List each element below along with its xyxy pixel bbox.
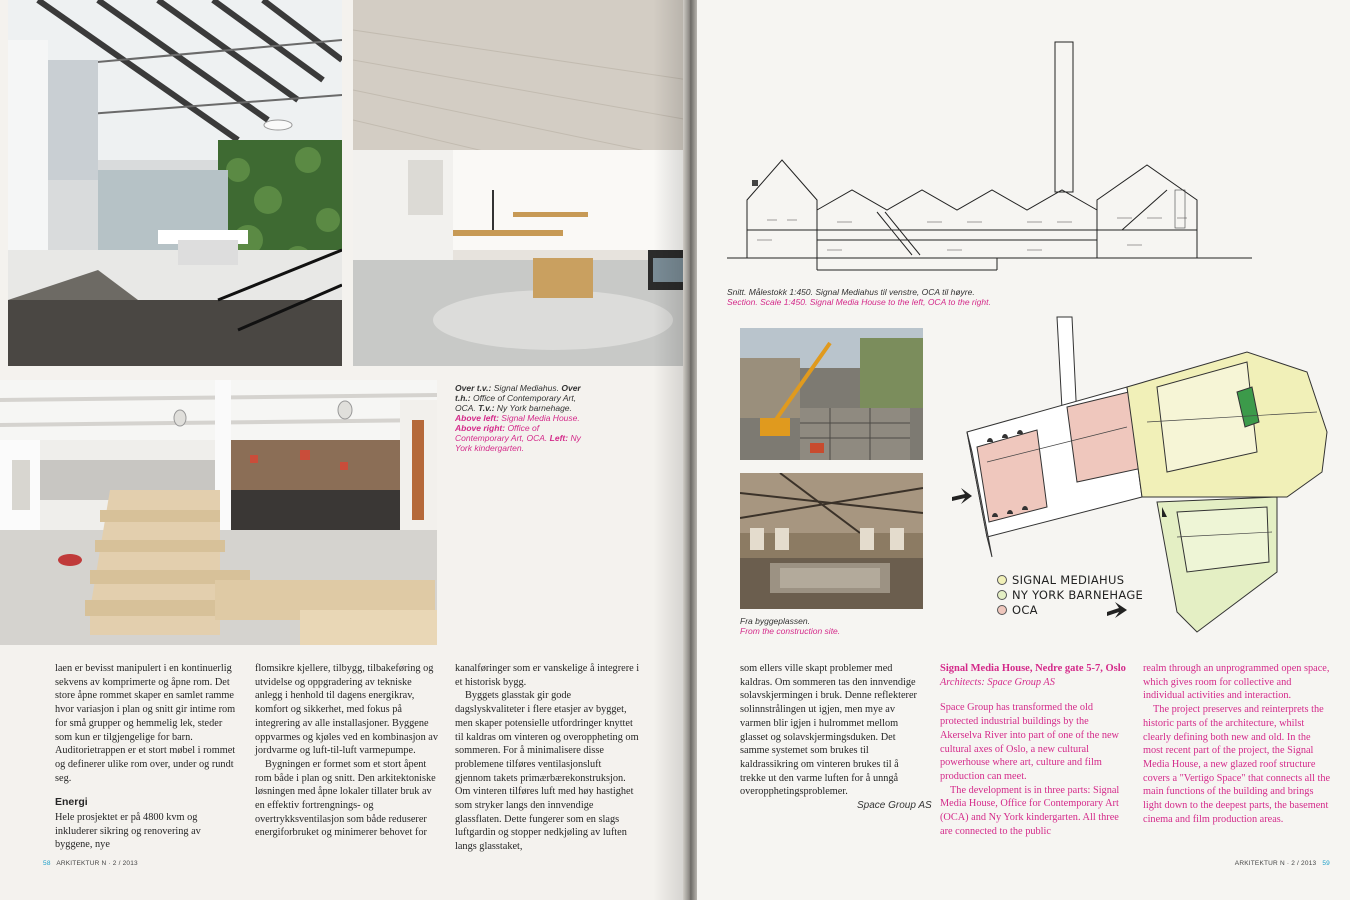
caption-text: Section. Scale 1:450. Signal Media House to the left, OCA to the right. xyxy=(727,297,991,307)
right-page xyxy=(697,0,1350,900)
caption-text: Fra byggeplassen. xyxy=(740,616,810,626)
paragraph: laen er bevisst manipulert i en kontinuerlig sekvens av komprimerte og åpne rom. Det store åpne rommet skaper en samlet ramme hvor variasjon i plan og snitt gir intime rom for små grupper og hemmelig lek, steder som kun er tilgjengelige for barn. Auditorietrappen er et stort møbel i rommet og definerer ulike rom over, under og rundt seg. xyxy=(55,663,236,784)
caption-label: Left: xyxy=(549,433,569,443)
body-column-3-english xyxy=(1143,662,1331,826)
paragraph: Byggets glasstak gir gode dagslyskvaliteter i flere etasjer av bygget, men skaper potensielle utfordringer knyttet til kaldras om vinteren og overoppheting om sommeren. For å minimalisere disse problemene tilføres ventilasjonsluft gjennom takets primærbærekonstruksjon. Om vinteren tilføres luft med høy hastighet som stryker langs den innvendige glassflaten. Dette fungerer som en slags luftgardin og stopper nedkjøling av luften langs glasstaket, xyxy=(455,690,639,853)
paragraph: kanalføringer som er vanskelige å integrere i et historisk bygg. xyxy=(455,663,640,688)
caption-label: Over t.v.: xyxy=(455,383,492,393)
photo-construction-site-1 xyxy=(740,328,923,460)
legend-swatch xyxy=(997,575,1007,585)
architects-credit: Architects: Space Group AS xyxy=(940,676,1055,688)
caption-text: Signal Mediahus. xyxy=(493,383,559,393)
photo-signal-mediahus xyxy=(8,0,342,366)
section-heading: Energi xyxy=(55,796,88,809)
construction-caption xyxy=(740,616,940,636)
caption-text: Office of Contemporary Art, OCA. xyxy=(455,423,548,443)
legend-item xyxy=(997,587,1143,602)
section-caption xyxy=(727,287,1027,307)
legend-swatch xyxy=(997,605,1007,615)
body-column-2 xyxy=(255,662,440,840)
section-drawing xyxy=(727,40,1252,280)
magazine-issue: ARKITEKTUR N · 2 / 2013 xyxy=(1234,860,1317,867)
body-column-1 xyxy=(740,662,925,799)
legend-swatch xyxy=(997,590,1007,600)
page-number: 58 xyxy=(43,860,51,867)
paragraph: Hele prosjektet er på 4800 kvm og inkluderer sikring og renovering av byggene, nye xyxy=(55,812,201,851)
caption-text: Ny York kindergarten. xyxy=(455,433,581,453)
photo-oca xyxy=(353,0,683,366)
paragraph: Space Group has transformed the old protected industrial buildings by the Akerselva River into part of one of the new cultural axes of Oslo, a new cultural powerhouse where art, culture and film production can meet. xyxy=(940,702,1119,782)
body-column-2-english xyxy=(940,662,1128,838)
paragraph: The project preserves and reinterprets the historic parts of the architecture, whilst clearly defining both new and old. In the most recent part of the project, the Signal Media House, a new glazed roof structure covers a "Vertigo Space" that connects all the main functions of the building and brings light down to the deepest parts, the basement cinema and film production areas. xyxy=(1143,704,1331,825)
body-column-3 xyxy=(455,662,640,854)
page-number: 59 xyxy=(1322,860,1330,867)
paragraph: som ellers ville skapt problemer med kaldras. Om sommeren tas den innvendige solavskjermingen i bruk. Denne reflekterer solinnstrålingen ut igjen, men mye av varmen blir igjen i hulrommet mellom glasset og solavskjermingsduken. Det samme systemet som brukes til kaldrassikring om vinteren brukes til å trekke ut den varme luften for å unngå overopphetingsproblemer. xyxy=(740,663,917,798)
photo-caption xyxy=(455,383,583,453)
photo-construction-site-2 xyxy=(740,473,923,609)
diagram-legend xyxy=(997,572,1143,617)
author-signature: Space Group AS xyxy=(857,800,932,811)
magazine-issue: ARKITEKTUR N · 2 / 2013 xyxy=(56,860,138,867)
caption-label: T.v.: xyxy=(478,403,495,413)
legend-label: OCA xyxy=(1012,602,1038,617)
paragraph: flomsikre kjellere, tilbygg, tilbakeføring og utvidelse og oppgradering av tekniske anlegg i henhold til dagens energikrav, komfort og sikkerhet, med fokus på integrering av alle installasjoner. Byggene oppvarmes og kjøles ved en kombinasjon av jordvarme og luft-til-luft varmepumpe. xyxy=(255,663,439,757)
legend-item xyxy=(997,572,1143,587)
caption-label: Over t.h.: xyxy=(455,383,581,403)
article-title: Signal Media House, Nedre gate 5-7, Oslo xyxy=(940,663,1126,674)
paragraph: realm through an unprogrammed open space, which gives room for collective and individual activities and interaction. xyxy=(1143,663,1330,702)
book-gutter xyxy=(683,0,697,900)
caption-text: Ny York barnehage. xyxy=(496,403,572,413)
body-column-1 xyxy=(55,662,240,852)
legend-item xyxy=(997,602,1143,617)
caption-text: Office of Contemporary Art, OCA. xyxy=(455,393,577,413)
caption-text: From the construction site. xyxy=(740,626,841,636)
caption-label: Above right: xyxy=(455,423,506,433)
caption-text: Snitt. Målestokk 1:450. Signal Mediahus til venstre, OCA til høyre. xyxy=(727,287,975,297)
paragraph: Bygningen er formet som et stort åpent rom både i plan og snitt. Den arkitektoniske løsningen med åpne lokaler tillater bruk av en effektiv fortrengnings- og overtrykksventilasjon som både reduserer energiforbruket og minimerer behovet for xyxy=(255,758,436,839)
legend-label: SIGNAL MEDIAHUS xyxy=(1012,572,1125,587)
page-folio xyxy=(43,860,138,867)
photo-ny-york-barnehage xyxy=(0,380,437,645)
caption-text: Signal Media House. xyxy=(501,413,580,423)
page-folio xyxy=(1235,860,1330,867)
paragraph: The development is in three parts: Signal Media House, Office for Contemporary Art (OCA) and Ny York kindergarten. All three are connected to the public xyxy=(940,784,1120,837)
caption-label: Above left: xyxy=(455,413,499,423)
legend-label: NY YORK BARNEHAGE xyxy=(1012,587,1144,602)
